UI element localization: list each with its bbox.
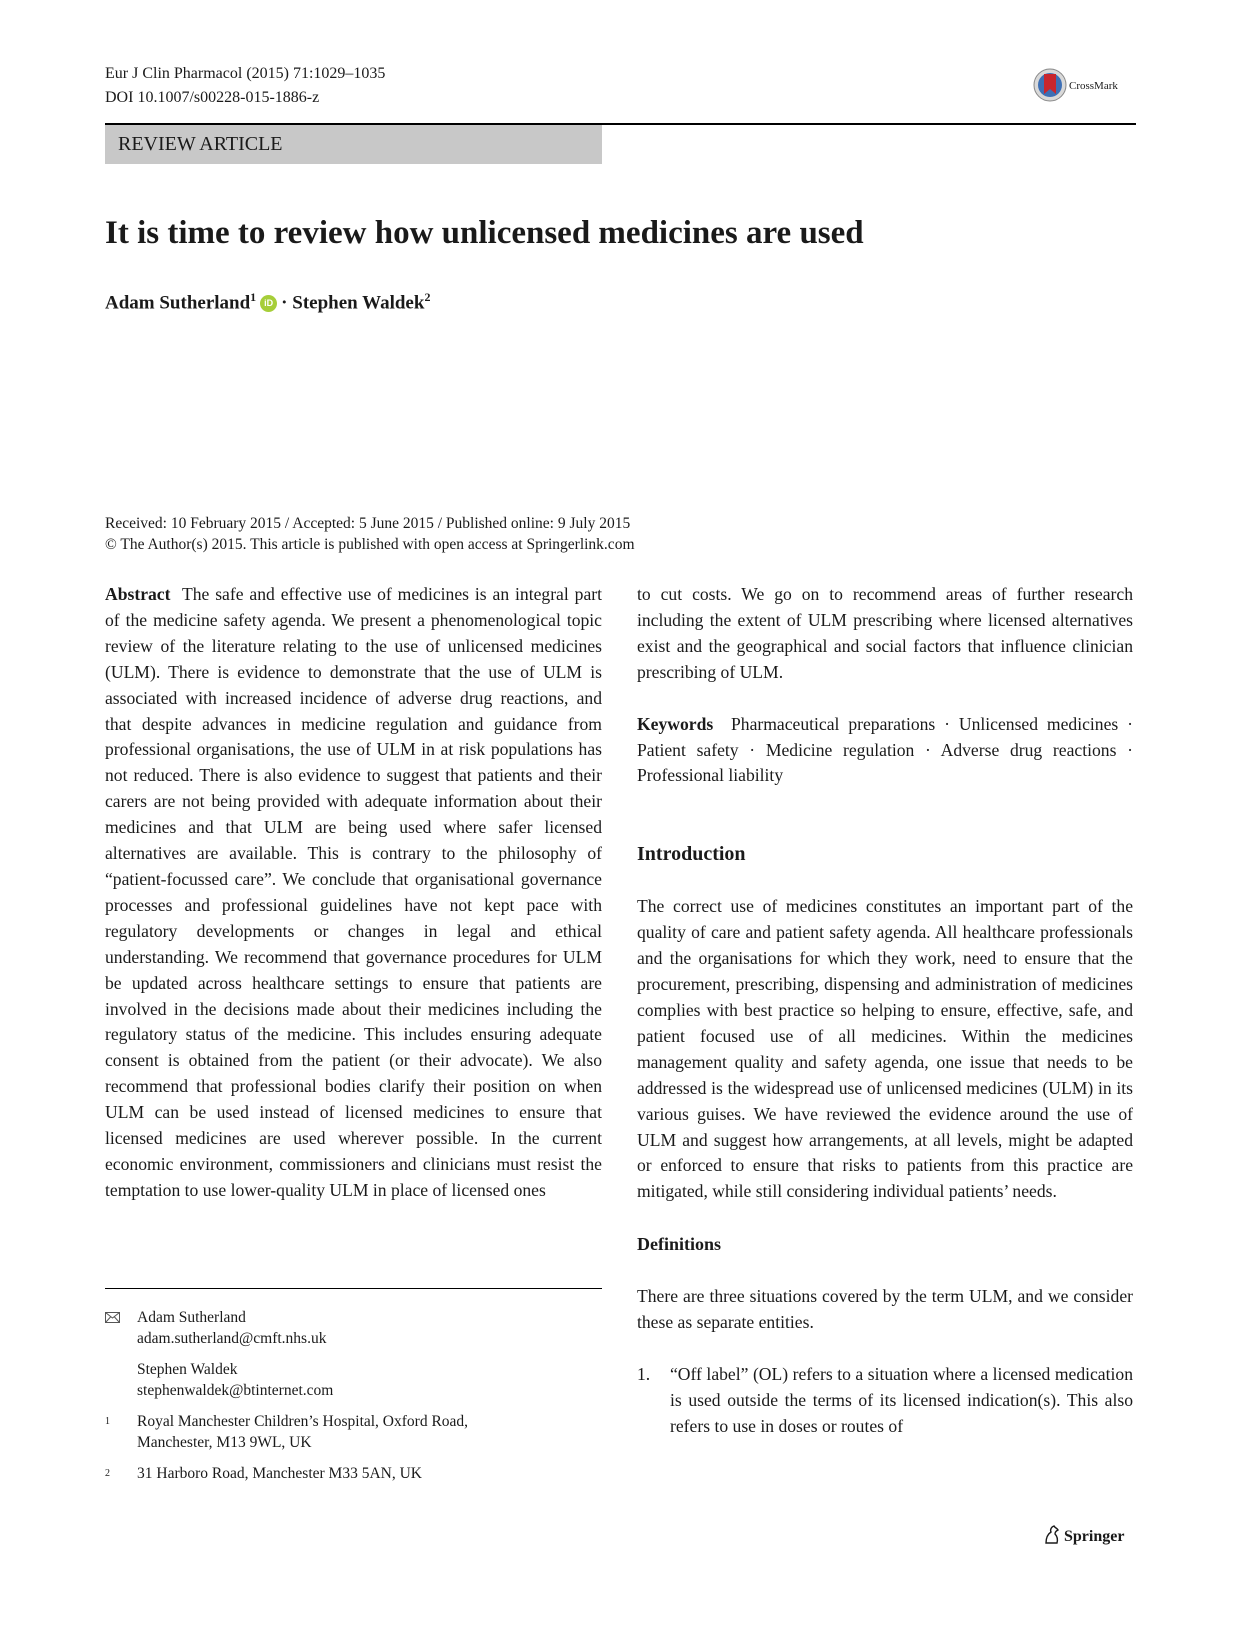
keywords-label: Keywords — [637, 713, 714, 734]
footnotes — [105, 1307, 602, 1484]
crossmark-label: CrossMark — [1069, 80, 1118, 92]
publisher-name: Springer — [1064, 1528, 1125, 1545]
doi[interactable]: DOI 10.1007/s00228-015-1886-z — [105, 89, 320, 106]
introduction-heading: Introduction — [637, 843, 746, 866]
contact-2-email[interactable]: stephenwaldek@btinternet.com — [137, 1382, 334, 1399]
footnote-rule — [105, 1288, 602, 1289]
affiliation-2-number: 2 — [105, 1468, 110, 1479]
publisher-logo[interactable] — [1043, 1525, 1124, 1546]
affiliation-1-number: 1 — [105, 1416, 110, 1427]
left-column — [105, 582, 602, 1204]
definitions-intro: There are three situations covered by the term ULM, and we consider these as separate entities. — [637, 1286, 1133, 1333]
author-1[interactable]: Adam Sutherland — [105, 292, 251, 314]
abstract-label: Abstract — [105, 584, 171, 604]
crossmark-badge[interactable] — [1033, 68, 1133, 106]
article-type-band: REVIEW ARTICLE — [105, 125, 602, 164]
abstract-continued: to cut costs. We go on to recommend areas of further research including the extent of ULM prescribing where licensed alternatives exist and the geographical and social factors that influence clinician prescribing of ULM. — [637, 584, 1133, 682]
author-2-affil: 2 — [424, 290, 431, 304]
definition-item-1-number: 1. — [637, 1364, 651, 1385]
right-column — [637, 582, 1133, 1440]
definition-item-1-text: “Off label” (OL) refers to a situation where a licensed medication is used outside the terms of its licensed indication(s). This also refers to use in doses or routes of — [670, 1364, 1133, 1436]
envelope-icon — [105, 1312, 120, 1323]
publication-dates — [105, 513, 635, 555]
abstract-text-left: The safe and effective use of medicines is an integral part of the medicine safety agenda. We present a phenomenological topic review of the literature relating to the use of unlicensed medicines (ULM). There is evidence to demonstrate that the use of ULM is associated with increased incidence of adverse drug reactions, and that despite advances in medicine regulation and guidance from professional organisations, the use of ULM in at risk populations has not reduced. There is also evidence to suggest that patients and their carers are not being provided with adequate information about their medicines and that ULM are being used where safer licensed alternatives are available. This is contrary to the philosophy of “patient-focussed care”. We conclude that organisational governance processes and professional guidelines have not kept pace with regulatory developments or changes in legal and ethical understanding. We recommend that governance procedures for ULM be updated across healthcare settings to ensure that patients are involved in the decisions made about their medicines including the regulatory status of the medicine. This includes ensuring adequate consent is obtained from the patient (or their advocate). We also recommend that professional bodies clarify their position on when ULM can be used instead of licensed medicines to ensure that licensed medicines are used wherever possible. In the current economic environment, commissioners and clinicians must resist the temptation to use lower-quality ULM in place of licensed ones — [105, 584, 602, 1200]
correspondence — [105, 1307, 602, 1401]
received-accepted-line: Received: 10 February 2015 / Accepted: 5 June 2015 / Published online: 9 July 2015 — [105, 515, 631, 532]
author-2[interactable]: Stephen Waldek — [292, 292, 425, 314]
affiliation-1-line-2: Manchester, M13 9WL, UK — [137, 1434, 312, 1451]
author-list — [105, 290, 430, 314]
contact-1-email[interactable]: adam.sutherland@cmft.nhs.uk — [137, 1330, 327, 1347]
orcid-icon[interactable]: iD — [260, 295, 277, 312]
journal-citation — [105, 62, 385, 110]
definition-item-1 — [637, 1362, 1133, 1440]
definitions-heading: Definitions — [637, 1234, 722, 1255]
copyright-line: © The Author(s) 2015. This article is published with open access at Springerlink.com — [105, 536, 635, 553]
contact-2-name: Stephen Waldek — [137, 1361, 238, 1378]
crossmark-icon — [1033, 68, 1067, 102]
author-1-affil: 1 — [250, 290, 257, 304]
affiliation-2-text: 31 Harboro Road, Manchester M33 5AN, UK — [137, 1465, 422, 1482]
article-title: It is time to review how unlicensed medicines are used — [105, 215, 864, 251]
contact-1-name: Adam Sutherland — [137, 1309, 246, 1326]
journal-line: Eur J Clin Pharmacol (2015) 71:1029–1035 — [105, 65, 386, 82]
springer-horse-icon — [1043, 1525, 1061, 1545]
author-separator: · — [281, 292, 288, 314]
affiliation-1 — [105, 1411, 602, 1453]
keywords-text: Pharmaceutical preparations · Unlicensed medicines · Patient safety · Medicine regulation · Adverse drug reactions · Professional liability — [637, 713, 1133, 786]
affiliation-2 — [105, 1463, 602, 1484]
affiliation-1-line-1: Royal Manchester Children’s Hospital, Oxford Road, — [137, 1413, 469, 1430]
keywords — [637, 712, 1133, 790]
introduction-text: The correct use of medicines constitutes an important part of the quality of care and patient safety agenda. All healthcare professionals and the organisations for which they work, need to ensure that the procurement, prescribing, dispensing and administration of medicines complies with best practice so helping to ensure, effective, safe, and patient focused use of all medicines. Within the medicines management quality and safety agenda, one issue that needs to be addressed is the widespread use of unlicensed medicines (ULM) in its various guises. We have reviewed the evidence around the use of ULM and suggest how arrangements, at all levels, might be adapted or enforced to ensure that risks to patients from this practice are mitigated, while still considering individual patients’ needs. — [637, 896, 1133, 1202]
abstract — [105, 582, 602, 1204]
